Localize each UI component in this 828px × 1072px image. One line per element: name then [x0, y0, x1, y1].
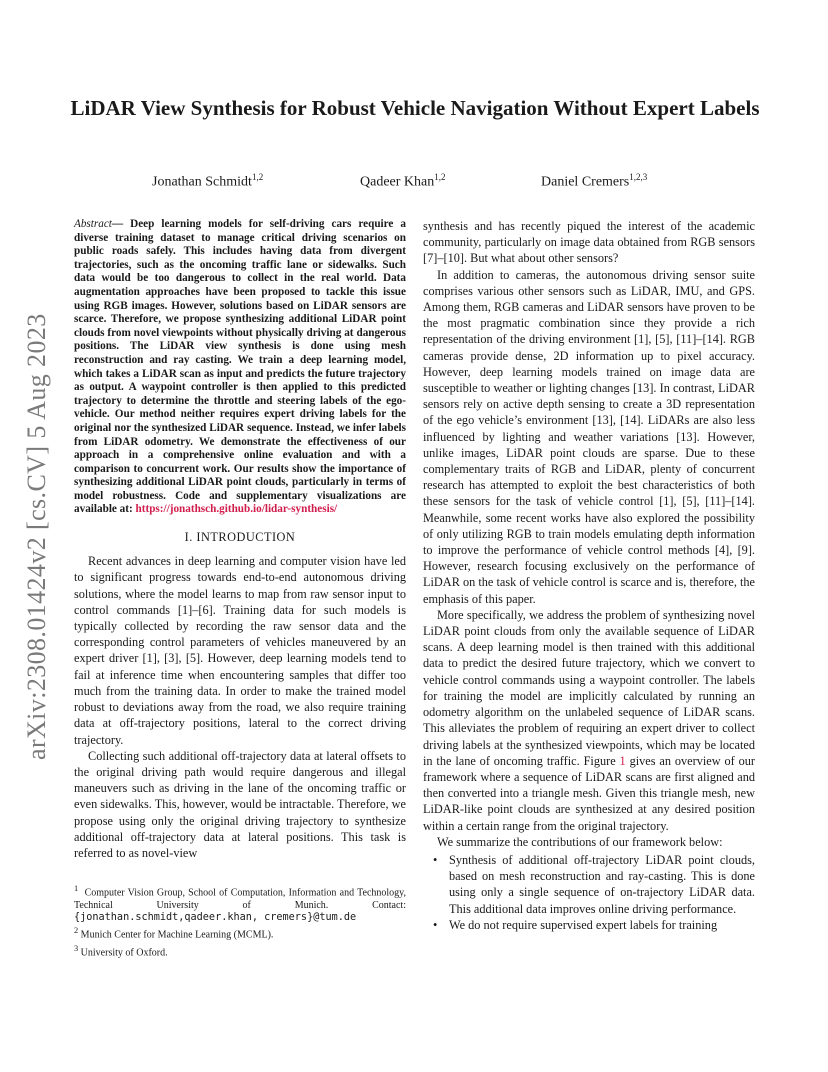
contact-email: {jonathan.schmidt,qadeer.khan, cremers}@tum.de [74, 911, 357, 923]
arxiv-identifier: arXiv:2308.01424v2 [cs.CV] 5 Aug 2023 [22, 313, 51, 760]
abstract-dash: — [111, 218, 131, 230]
bullet-icon: • [433, 917, 438, 932]
contribution-list [423, 852, 755, 933]
supplementary-link[interactable]: https://jonathsch.github.io/lidar-synthesis/ [135, 503, 338, 516]
body-paragraph: In addition to cameras, the autonomous driving sensor suite comprises various other sensors such as LiDAR, IMU, and GPS. Among them, RGB cameras and LiDAR sensors have proven to be the most pragmatic combination since they provide a rich representation of the driving environment [1], [5], [11]–[14]. RGB cameras provide dense, 2D information up to pixel accuracy. However, deep learning models trained on image data are susceptible to weather or lighting changes [13]. In contrast, LiDAR sensors rely on active depth sensing to create a 3D representation of the ego vehicle’s environment [13], [14]. LiDARs are also less influenced by lighting and weather variations [13]. However, unlike images, LiDAR point clouds are sparse. Due to these complementary traits of RGB and LiDAR, plenty of concurrent research has attempted to exploit the best characteristics of both these sensors for the task of vehicle control [1], [5], [11]–[14]. Meanwhile, some recent works have also explored the possibility of only utilizing RGB to train models emulating depth information to improve the performance of vehicle control methods [4], [9]. However, research focusing exclusively on the performance of LiDAR on the task of vehicle control is scarce and is, therefore, the emphasis of this paper. [423, 267, 755, 606]
paper-title: LiDAR View Synthesis for Robust Vehicle Navigation Without Expert Labels [70, 96, 760, 120]
list-item: • Synthesis of additional off-trajectory LiDAR point clouds, based on mesh reconstruction and ray-casting. This is done using only a single sequence of on-trajectory LiDAR data. This additional data improves online driving performance. [433, 852, 755, 916]
list-item: • We do not require supervised expert labels for training [433, 917, 718, 932]
section-heading: I. INTRODUCTION [184, 530, 296, 545]
left-column [74, 218, 406, 960]
abstract [74, 218, 406, 517]
footnote: $^3$ University of Oxford. [74, 943, 168, 958]
author-name: Qadeer Khan$^{1,2}$ [360, 172, 446, 190]
footnote: $^2$ Munich Center for Machine Learning (MCML). [74, 926, 274, 941]
author-name: Daniel Cremers$^{1,2,3}$ [541, 172, 648, 190]
abstract-body: Deep learning models for self-driving cars require a diverse training dataset to manage critical driving scenarios on public roads safely. This includes having data from divergent trajectories, such as the oncoming traffic lane or sidewalks. Such data would be too dangerous to collect in the real world. Data augmentation approaches have been proposed to tackle this issue using RGB images. However, solutions based on LiDAR sensors are scarce. Therefore, we propose synthesizing additional LiDAR point clouds from novel viewpoints without physically driving at dangerous positions. The LiDAR view synthesis is done using mesh reconstruction and ray casting. We train a deep learning model, which takes a LiDAR scan as input and predicts the future trajectory as output. A waypoint controller is then applied to this predicted trajectory to determine the throttle and steering labels of the ego-vehicle. Our method neither requires expert driving labels for the original nor the synthesized LiDAR sequence. Instead, we infer labels from LiDAR odometry. We demonstrate the effectiveness of our approach in a comprehensive online evaluation and with a comparison to concurrent work. Our results show the importance of synthesizing additional LiDAR point clouds, particularly in terms of model robustness. Code and supplementary visualizations are available at: [74, 218, 406, 516]
author-list [0, 172, 828, 194]
footnotes [74, 883, 406, 959]
body-paragraph: Recent advances in deep learning and computer vision have led to significant progress towards end-to-end autonomous driving solutions, where the model learns to map from raw sensor input to control commands [1]–[6]. Training data for such models is typically collected by recording the raw sensor data and the corresponding control parameters of vehicles maneuvered by an expert driver [1], [3], [5]. However, deep learning models tend to fail at inference time when encountering samples that differ too much from the training data. In order to make the trained model robust to deviations away from the road, we also require training data at off-trajectory positions, lateral to the correct driving trajectory. [74, 554, 406, 747]
bullet-icon: • [433, 852, 438, 867]
right-column [423, 218, 755, 933]
body-paragraph: More specifically, we address the problem of synthesizing novel LiDAR point clouds from only the available sequence of LiDAR scans. A deep learning model is then trained with this additional data to predict the desired future trajectory, which we convert to vehicle control commands using a waypoint controller. The labels for training the model are implicitly calculated by running an odometry algorithm on the unlabeled sequence of LiDAR scans. This alleviates the problem of requiring an expert driver to collect driving labels at the synthesized viewpoints, which may be located in the lane of oncoming traffic. Figure 1 gives an overview of our framework where a sequence of LiDAR scans are first aligned and then converted into a triangle mesh. Given this triangle mesh, new LiDAR-like point clouds are synthesized at any desired position within a certain range from the original trajectory. [423, 607, 755, 833]
body-paragraph: Collecting such additional off-trajectory data at lateral offsets to the original driving path would require dangerous and illegal maneuvers such as driving in the lane of the oncoming traffic or even sidewalks. This, however, would be intractable. Therefore, we propose using only the original driving trajectory to synthesize additional off-trajectory data at lateral positions. This task is referred to as novel-view [74, 748, 406, 860]
author-name: Jonathan Schmidt$^{1,2}$ [152, 172, 264, 190]
abstract-label: Abstract [74, 218, 112, 230]
figure-reference-link[interactable]: 1 [619, 753, 626, 768]
body-paragraph: We summarize the contributions of our framework below: [437, 834, 723, 849]
footnote: $^1$ Computer Vision Group, School of Computation, Information and Technology, Technical University of Munich. Contact: {jonathan.schmidt,qadeer.khan, cremers}@tum.de [74, 884, 407, 923]
body-paragraph: synthesis and has recently piqued the interest of the academic community, particularly on image data obtained from RGB sensors [7]–[10]. But what about other sensors? [423, 219, 755, 266]
